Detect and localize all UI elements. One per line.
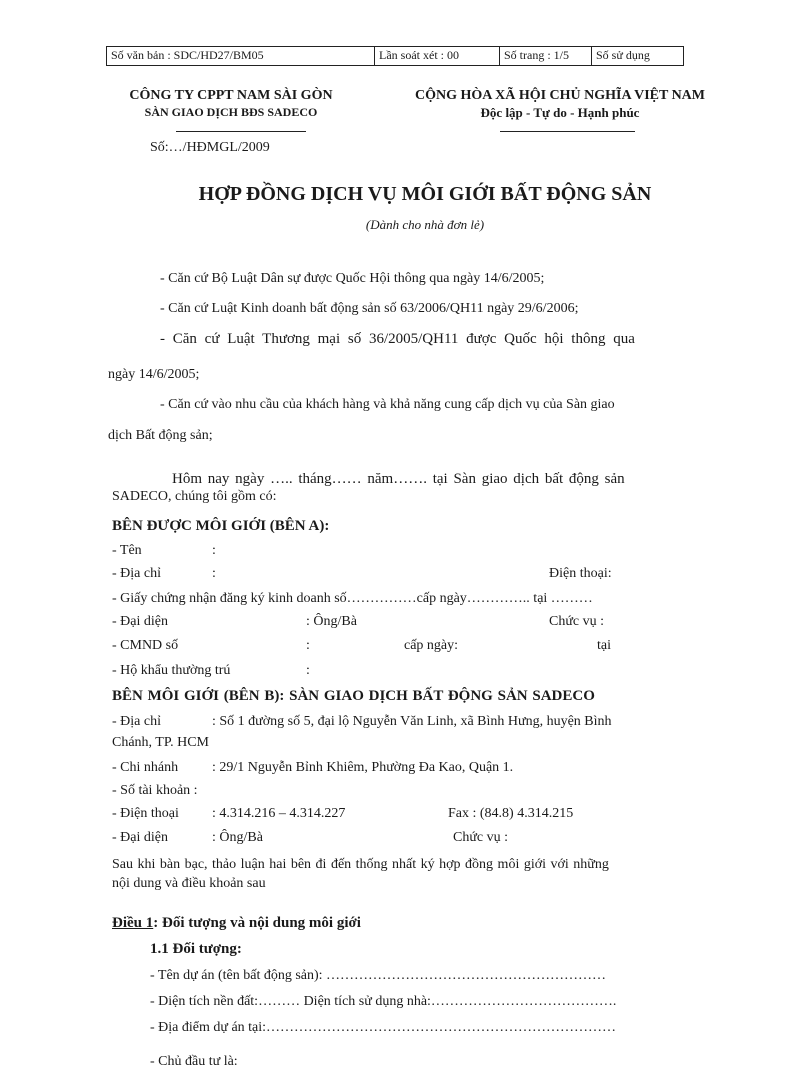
basis-commercial-law-l1: - Căn cứ Luật Thương mại số 36/2005/QH11 được Quốc hội thông qua [160,331,635,347]
party-a-id-date: cấp ngày: [404,638,459,653]
party-a-heading: BÊN ĐƯỢC MÔI GIỚI (BÊN A): [112,518,330,534]
company-underline [176,131,306,132]
article-1-1-heading: 1.1 Đối tượng: [150,941,242,957]
agreement-line-1: Sau khi bàn bạc, thảo luận hai bên đi đến thống nhất ký hợp đồng môi giới với những [112,857,609,872]
basis-customer-needs-l1: - Căn cứ vào nhu cầu của khách hàng và khả năng cung cấp dịch vụ của Sàn giao [160,397,615,412]
usage-cell: Số sử dụng [596,48,650,62]
party-a-address-label: - Địa chỉ [112,566,161,581]
today-line-2: SADECO, chúng tôi gồm có: [112,489,277,504]
party-a-rep-value: : Ông/Bà [306,614,357,629]
party-a-address-colon: : [212,566,216,581]
basis-commercial-law-l2: ngày 14/6/2005; [108,367,200,382]
article-1-location: - Địa điểm dự án tại:………………………………………………………………… [150,1020,617,1035]
company-subname: SÀN GIAO DỊCH BĐS SADECO [144,105,318,119]
revision-cell: Lần soát xét : 00 [375,47,500,65]
party-a-phone-label: Điện thoại: [549,566,612,581]
article-1-heading [112,915,361,932]
basis-customer-needs-l2: dịch Bất động sản; [108,428,213,443]
agreement-line-2: nội dung và điều khoản sau [112,876,266,891]
party-b-phone-label: - Điện thoại [112,806,179,821]
party-b-branch-label: - Chi nhánh [112,760,179,775]
party-b-address-label: - Địa chỉ [112,714,161,729]
party-b-position: Chức vụ : [453,830,509,845]
party-a-position: Chức vụ : [549,614,605,629]
republic-motto: Độc lập - Tự do - Hạnh phúc [480,105,640,120]
article-1-investor: - Chủ đầu tư là: [150,1054,238,1069]
party-a-name-colon: : [212,543,216,558]
party-a-rep-label: - Đại diện [112,614,168,629]
contract-title: HỢP ĐỒNG DỊCH VỤ MÔI GIỚI BẤT ĐỘNG SẢN [198,183,652,205]
party-b-phone-value: : 4.314.216 – 4.314.227 [212,806,346,821]
article-1-title: : Đối tượng và nội dung môi giới [153,915,361,931]
contract-subtitle: (Dành cho nhà đơn lẻ) [365,217,485,232]
article-1-project: - Tên dự án (tên bất động sản): …………………………………………………… [150,968,607,983]
doc-number-cell: Số văn bản : SDC/HD27/BM05 [107,47,375,65]
article-1-label: Điều 1 [112,915,154,931]
party-b-account: - Số tài khoản : [112,783,198,798]
company-name: CÔNG TY CPPT NAM SÀI GÒN [129,88,333,103]
party-a-id-colon: : [306,638,310,653]
party-a-license: - Giấy chứng nhận đăng ký kinh doanh số……………cấp ngày………….. tại ……… [112,591,593,606]
party-a-residence-colon: : [306,663,310,678]
party-b-branch-value: : 29/1 Nguyễn Bỉnh Khiêm, Phường Đa Kao, Quận 1. [212,760,514,775]
party-b-address-l1: : Số 1 đường số 5, đại lộ Nguyễn Văn Linh, xã Bình Hưng, huyện Bình [212,714,612,729]
party-a-name-label: - Tên [112,543,142,558]
party-a-residence-label: - Hộ khẩu thường trú [112,663,231,678]
party-b-rep-value: : Ông/Bà [212,830,263,845]
republic-title: CỘNG HÒA XÃ HỘI CHỦ NGHĨA VIỆT NAM [414,88,705,103]
basis-real-estate-law: - Căn cứ Luật Kinh doanh bất động sản số 63/2006/QH11 ngày 29/6/2006; [160,301,579,316]
party-b-address-l2: Chánh, TP. HCM [112,735,209,750]
party-b-fax: Fax : (84.8) 4.314.215 [448,806,574,821]
contract-number: Số:…/HĐMGL/2009 [150,140,270,155]
party-a-id-place: tại [597,638,611,653]
document-control-table [106,46,684,66]
page-cell: Số trang : 1/5 [500,47,592,65]
party-a-id-label: - CMND số [112,638,179,653]
article-1-area: - Diện tích nền đất:……… Diện tích sử dụng nhà:…………………………………. [150,994,617,1009]
today-line-1: Hôm nay ngày ….. tháng…… năm……. tại Sàn giao dịch bất động sản [172,471,625,487]
motto-underline [500,131,635,132]
party-b-heading: BÊN MÔI GIỚI (BÊN B): SÀN GIAO DỊCH BẤT ĐỘNG SẢN SADECO [112,688,595,704]
basis-civil-code: - Căn cứ Bộ Luật Dân sự được Quốc Hội thông qua ngày 14/6/2005; [160,271,545,286]
party-b-rep-label: - Đại diện [112,830,168,845]
